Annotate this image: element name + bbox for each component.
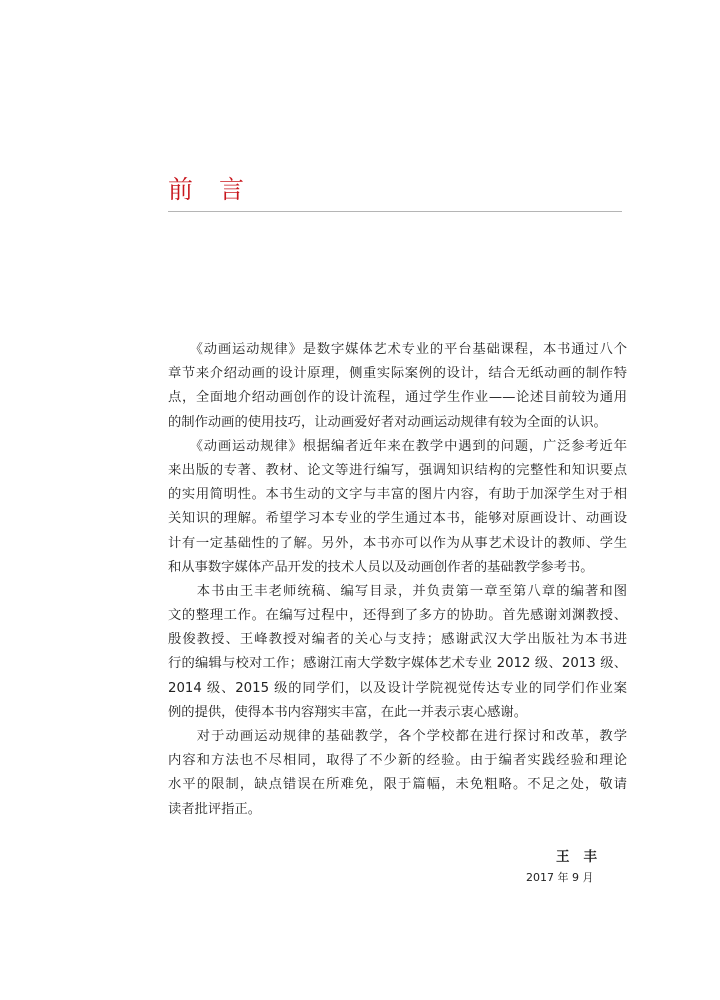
text-line: 读者批评指正。 [168,801,262,817]
text-line: 文的整理工作。在编写过程中，还得到了多方的协助。首先感谢刘渊教授、 [168,608,627,624]
text-line: 的制作动画的使用技巧，让动画爱好者对动画运动规律有较为全面的认识。 [168,414,607,430]
text-line: 对于动画运动规律的基础教学，各个学校都在进行探讨和改革，教学 [168,729,627,744]
text-line: 的实用简明性。本书生动的文字与丰富的图片内容，有助于加深学生对于相 [168,487,627,503]
paragraph [168,435,627,580]
author-signature: 王丰 [556,849,611,865]
text-line: 《动画运动规律》是数字媒体艺术专业的平台基础课程，本书通过八个 [168,342,627,357]
paragraph [168,725,627,822]
text-line: 《动画运动规律》根据编者近年来在教学中遇到的问题，广泛参考近年 [168,438,627,454]
preface-body [168,338,627,822]
text-line: 本书由王丰老师统稿、编写目录，并负责第一章至第八章的编著和图 [168,583,627,599]
paragraph [168,338,627,435]
text-line: 2014 级、2015 级的同学们，以及设计学院视觉传达专业的同学们作业案 [168,680,627,696]
page-title: 前言 [168,175,271,204]
text-line: 例的提供，使得本书内容翔实丰富，在此一并表示衷心感谢。 [168,704,528,720]
text-line: 内容和方法也不尽相同，取得了不少新的经验。由于编者实践经验和理论 [168,753,627,769]
text-line: 点，全面地介绍动画创作的设计流程，通过学生作业——论述目前较为通用 [168,390,627,406]
text-line: 计有一定基础性的了解。另外，本书亦可以作为从事艺术设计的教师、学生 [168,535,627,551]
text-line: 行的编辑与校对工作；感谢江南大学数字媒体艺术专业 2012 级、2013 级、 [168,656,627,672]
paragraph [168,580,627,725]
text-line: 来出版的专著、教材、论文等进行编写，强调知识结构的完整性和知识要点 [168,462,627,478]
text-line: 和从事数字媒体产品开发的技术人员以及动画创作者的基础教学参考书。 [168,559,594,575]
text-line: 章节来介绍动画的设计原理，侧重实际案例的设计，结合无纸动画的制作特 [168,366,627,382]
signature-date: 2017 年 9 月 [526,871,594,884]
text-line: 关知识的理解。希望学习本专业的学生通过本书，能够对原画设计、动画设 [168,511,627,527]
title-divider [168,211,622,212]
text-line: 水平的限制，缺点错误在所难免，限于篇幅，未免粗略。不足之处，敬请 [168,777,627,793]
text-line: 殷俊教授、王峰教授对编者的关心与支持；感谢武汉大学出版社为本书进 [168,632,627,648]
